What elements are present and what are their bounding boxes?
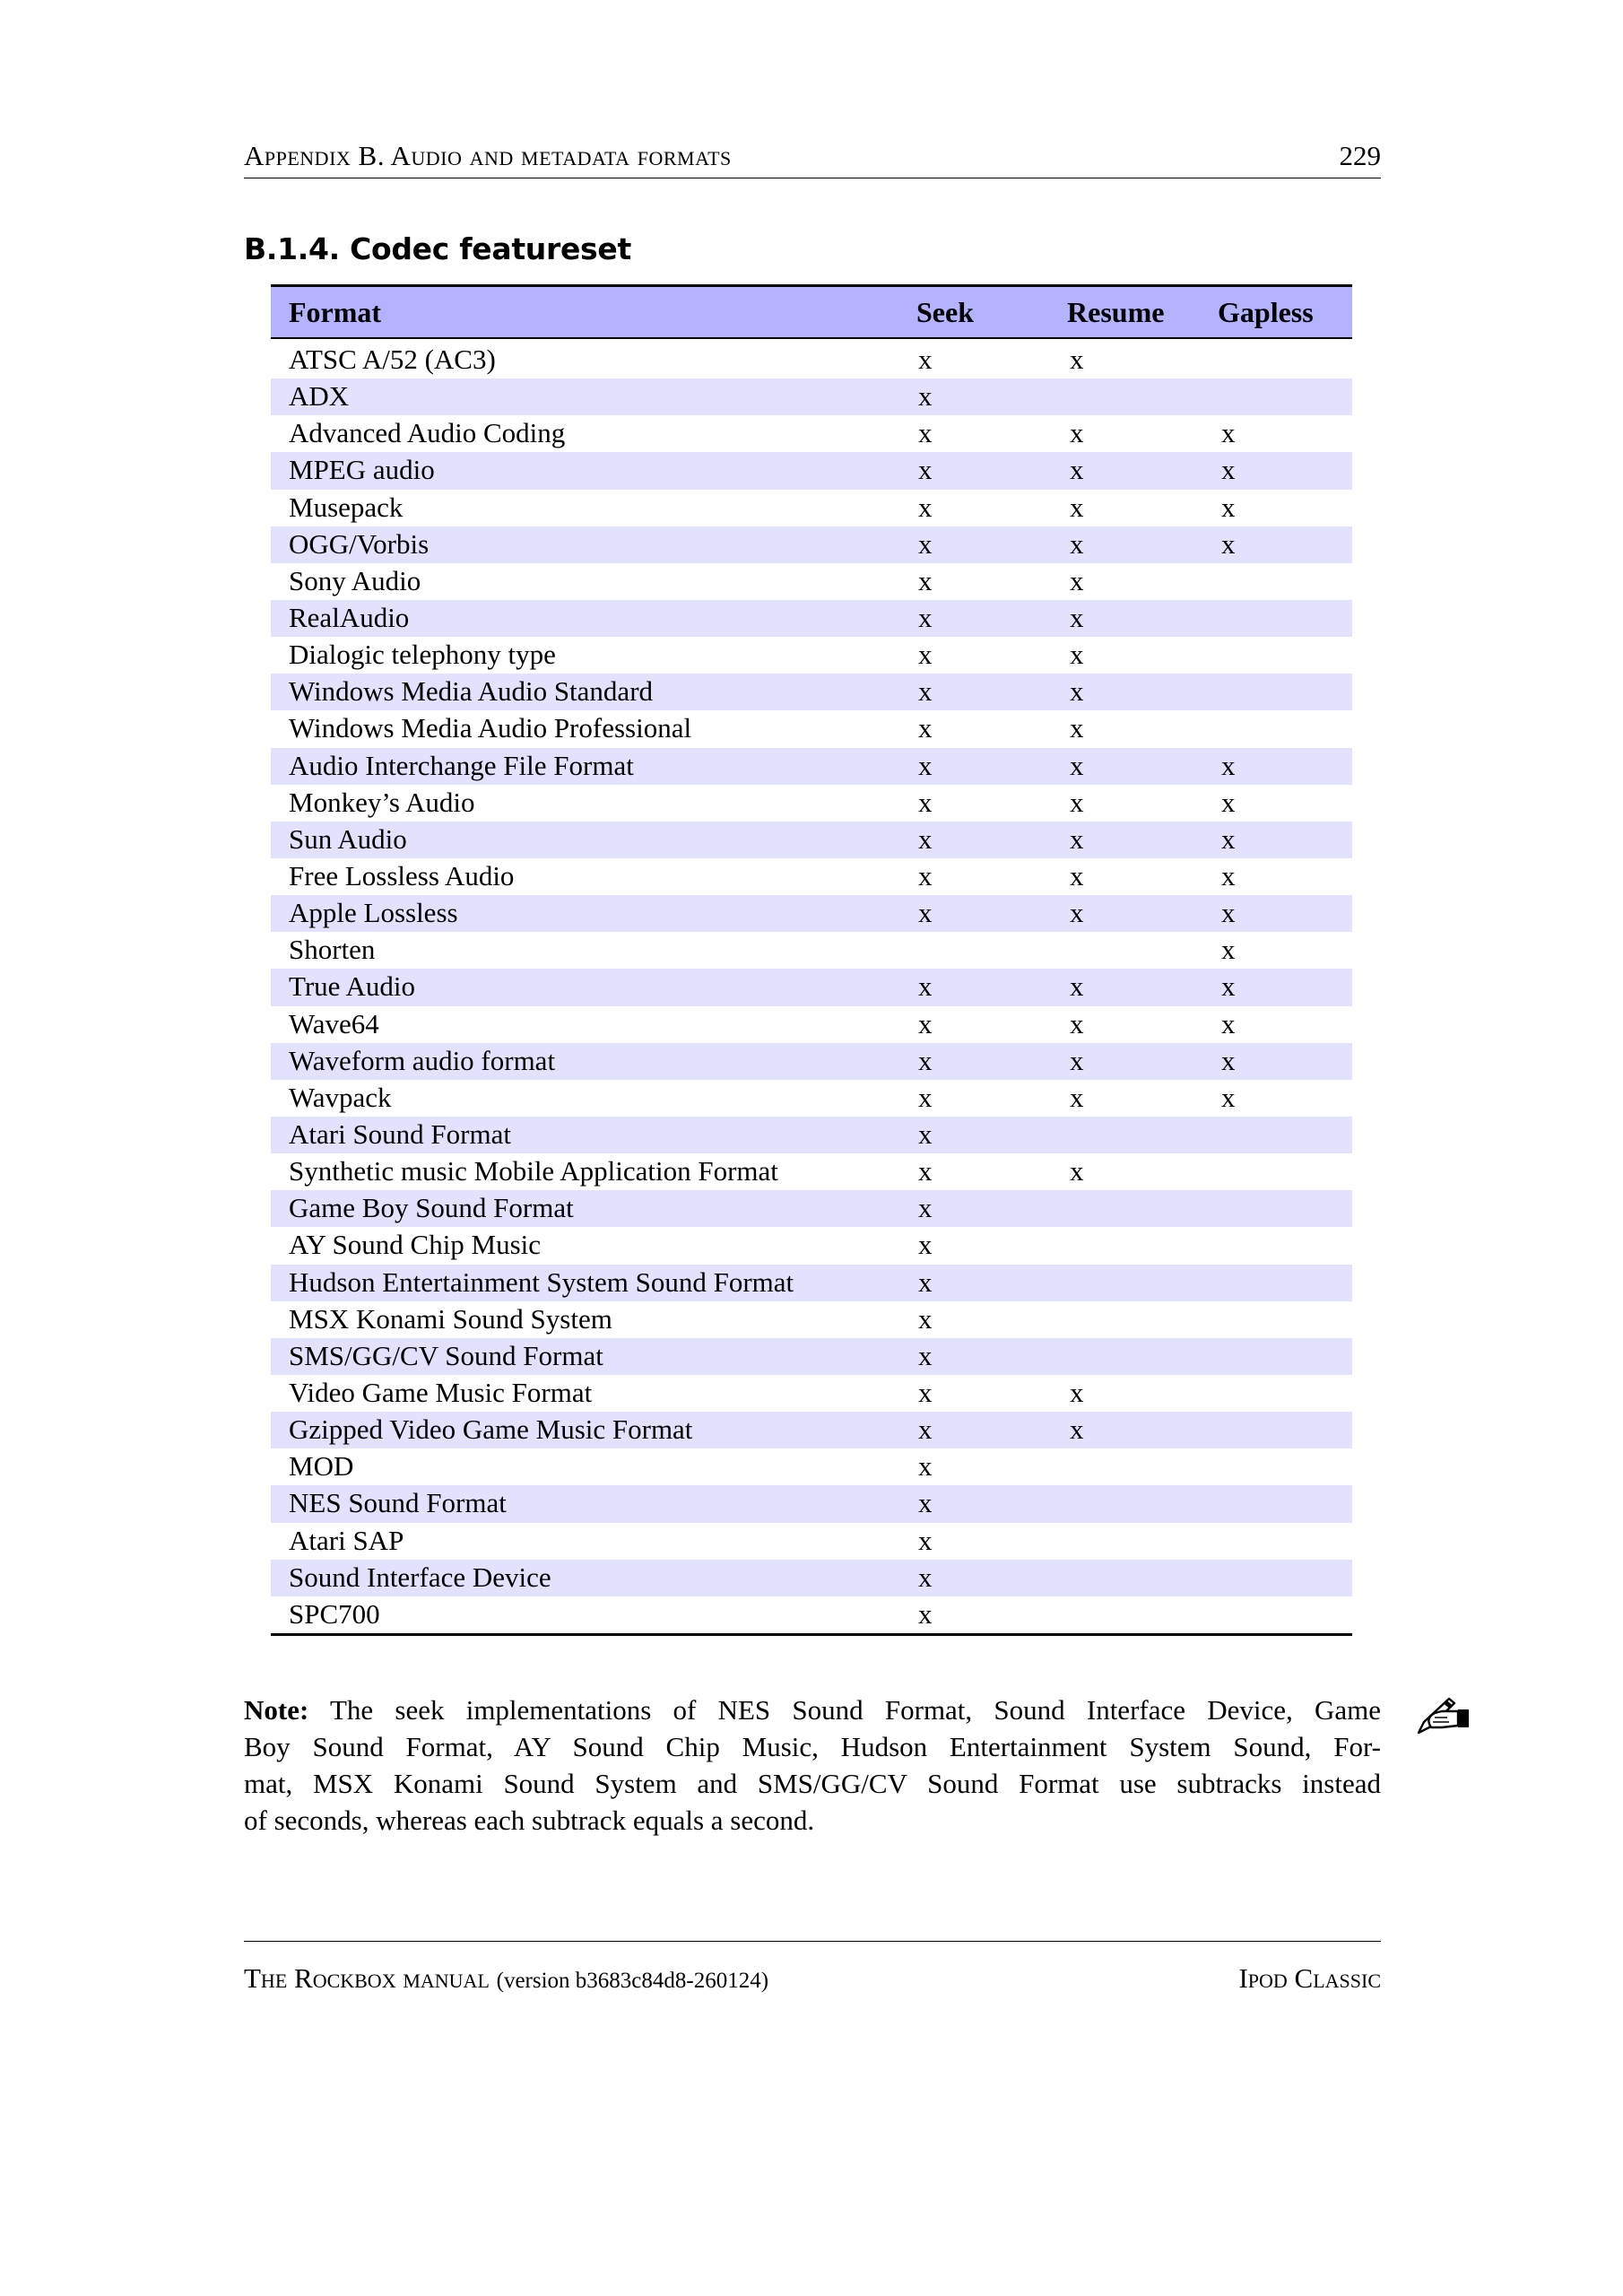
- format-cell: AY Sound Chip Music: [289, 1229, 542, 1261]
- gapless-cell: x: [1221, 527, 1236, 560]
- format-cell: Free Lossless Audio: [289, 859, 515, 891]
- table-row: [271, 710, 1352, 747]
- format-cell: Dialogic telephony type: [289, 639, 556, 671]
- table-row: [271, 858, 1352, 895]
- gapless-cell: x: [1221, 749, 1236, 781]
- table-body: [271, 342, 1352, 1633]
- format-cell: Apple Lossless: [289, 897, 458, 929]
- format-cell: ADX: [289, 380, 350, 413]
- table-row: [271, 969, 1352, 1005]
- gapless-cell: x: [1221, 934, 1236, 966]
- running-footer: [244, 1959, 1381, 1995]
- resume-cell: x: [1070, 1376, 1084, 1408]
- format-cell: Sound Interface Device: [289, 1561, 551, 1593]
- resume-cell: x: [1070, 1155, 1084, 1187]
- table-row: [271, 1153, 1352, 1190]
- resume-cell: x: [1070, 639, 1084, 671]
- format-cell: True Audio: [289, 970, 415, 1003]
- footer-rule: [244, 1941, 1381, 1942]
- table-row: [271, 1375, 1352, 1412]
- table-row: [271, 822, 1352, 858]
- format-cell: MPEG audio: [289, 454, 435, 486]
- seek-cell: x: [918, 527, 933, 560]
- seek-cell: x: [918, 1044, 933, 1076]
- note-line: of seconds, whereas each subtrack equals a second.: [244, 1805, 815, 1836]
- format-cell: Waveform audio format: [289, 1044, 556, 1076]
- table-row: [271, 1485, 1352, 1522]
- format-cell: Sony Audio: [289, 564, 421, 596]
- seek-cell: x: [918, 822, 933, 855]
- seek-cell: x: [918, 1229, 933, 1261]
- format-cell: OGG/Vorbis: [289, 527, 430, 560]
- resume-cell: x: [1070, 970, 1084, 1003]
- gapless-cell: x: [1221, 454, 1236, 486]
- table-bottom-rule: [271, 1633, 1352, 1636]
- resume-cell: x: [1070, 1007, 1084, 1039]
- format-cell: Audio Interchange File Format: [289, 749, 634, 781]
- table-row: [271, 748, 1352, 785]
- seek-cell: x: [918, 1302, 933, 1335]
- seek-cell: x: [918, 1192, 933, 1224]
- page-number: 229: [1339, 140, 1381, 171]
- table-row: [271, 1448, 1352, 1485]
- gapless-cell: x: [1221, 1044, 1236, 1076]
- format-cell: Shorten: [289, 934, 376, 966]
- version-string: (version b3683c84d8-260124): [496, 1969, 769, 1993]
- format-cell: MSX Konami Sound System: [289, 1302, 612, 1335]
- seek-cell: x: [918, 1155, 933, 1187]
- seek-cell: x: [918, 1597, 933, 1630]
- format-cell: Windows Media Audio Professional: [289, 712, 692, 744]
- note-paragraph: [244, 1692, 1381, 1839]
- table-row: [271, 1006, 1352, 1043]
- table-row: [271, 1265, 1352, 1301]
- gapless-cell: x: [1221, 491, 1236, 523]
- seek-cell: x: [918, 1081, 933, 1113]
- seek-cell: x: [918, 1487, 933, 1519]
- seek-cell: x: [918, 786, 933, 818]
- table-row: [271, 600, 1352, 637]
- resume-cell: x: [1070, 1044, 1084, 1076]
- resume-cell: x: [1070, 859, 1084, 891]
- table-row: [271, 526, 1352, 563]
- table-row: [271, 563, 1352, 600]
- seek-cell: x: [918, 1118, 933, 1150]
- seek-cell: x: [918, 1413, 933, 1446]
- format-cell: Atari Sound Format: [289, 1118, 511, 1150]
- note-text: The seek implementations of NES Sound Format, Sound Interface Device, Game: [308, 1694, 1381, 1726]
- format-cell: Wavpack: [289, 1081, 392, 1113]
- table-header-row: [271, 287, 1352, 337]
- manual-title: [244, 1962, 768, 1995]
- table-row: [271, 378, 1352, 415]
- table-row: [271, 674, 1352, 710]
- resume-cell: x: [1070, 601, 1084, 633]
- codec-featureset-table: [271, 284, 1352, 1636]
- format-cell: Monkey’s Audio: [289, 786, 475, 818]
- seek-cell: x: [918, 417, 933, 449]
- format-cell: Atari SAP: [289, 1524, 404, 1556]
- table-row: [271, 932, 1352, 969]
- seek-cell: x: [918, 897, 933, 929]
- table-row: [271, 1117, 1352, 1153]
- table-row: [271, 342, 1352, 378]
- table-row: [271, 1338, 1352, 1375]
- gapless-cell: x: [1221, 1081, 1236, 1113]
- column-header-seek: Seek: [916, 296, 974, 328]
- format-cell: ATSC A/52 (AC3): [289, 344, 496, 375]
- resume-cell: x: [1070, 897, 1084, 929]
- format-cell: Sun Audio: [289, 822, 407, 855]
- table-header-rule: [271, 337, 1352, 339]
- gapless-cell: x: [1221, 822, 1236, 855]
- gapless-cell: x: [1221, 970, 1236, 1003]
- seek-cell: x: [918, 970, 933, 1003]
- format-cell: Wave64: [289, 1007, 379, 1039]
- gapless-cell: x: [1221, 417, 1236, 449]
- note-label: Note:: [244, 1694, 309, 1726]
- seek-cell: x: [918, 1265, 933, 1298]
- format-cell: Hudson Entertainment System Sound Format: [289, 1265, 794, 1298]
- seek-cell: x: [918, 859, 933, 891]
- seek-cell: x: [918, 380, 933, 413]
- format-cell: Musepack: [289, 491, 404, 523]
- format-cell: SPC700: [289, 1597, 380, 1630]
- seek-cell: x: [918, 749, 933, 781]
- seek-cell: x: [918, 1450, 933, 1483]
- table-row: [271, 785, 1352, 822]
- seek-cell: x: [918, 675, 933, 708]
- note-line: Boy Sound Format, AY Sound Chip Music, Hudson Entertainment System Sound, For-: [244, 1731, 1381, 1762]
- table-row: [271, 1560, 1352, 1596]
- gapless-cell: x: [1221, 1007, 1236, 1039]
- format-cell: Advanced Audio Coding: [289, 417, 566, 449]
- format-cell: Game Boy Sound Format: [289, 1192, 574, 1224]
- resume-cell: x: [1070, 344, 1084, 375]
- format-cell: SMS/GG/CV Sound Format: [289, 1339, 603, 1371]
- seek-cell: x: [918, 454, 933, 486]
- resume-cell: x: [1070, 454, 1084, 486]
- resume-cell: x: [1070, 1413, 1084, 1446]
- seek-cell: x: [918, 1376, 933, 1408]
- seek-cell: x: [918, 639, 933, 671]
- table-row: [271, 452, 1352, 489]
- table-row: [271, 415, 1352, 452]
- resume-cell: x: [1070, 527, 1084, 560]
- table-row: [271, 1190, 1352, 1227]
- table-row: [271, 637, 1352, 674]
- table-row: [271, 1043, 1352, 1080]
- seek-cell: x: [918, 564, 933, 596]
- resume-cell: x: [1070, 712, 1084, 744]
- table-row: [271, 1523, 1352, 1560]
- chapter-title: Appendix B. Audio and metadata formats: [244, 140, 732, 171]
- section-title: B.1.4. Codec featureset: [244, 231, 631, 266]
- note-line: mat, MSX Konami Sound System and SMS/GG/CV Sound Format use subtracks instead: [244, 1768, 1381, 1799]
- format-cell: RealAudio: [289, 601, 410, 633]
- seek-cell: x: [918, 601, 933, 633]
- column-header-format: Format: [289, 296, 382, 328]
- writing-hand-icon: [1415, 1695, 1472, 1735]
- gapless-cell: x: [1221, 897, 1236, 929]
- format-cell: Gzipped Video Game Music Format: [289, 1413, 693, 1446]
- format-cell: Windows Media Audio Standard: [289, 675, 654, 708]
- seek-cell: x: [918, 1561, 933, 1593]
- note-line: [244, 1692, 1381, 1728]
- device-name: Ipod Classic: [1238, 1962, 1381, 1994]
- seek-cell: x: [918, 1339, 933, 1371]
- resume-cell: x: [1070, 822, 1084, 855]
- table-row: [271, 1080, 1352, 1117]
- seek-cell: x: [918, 1007, 933, 1039]
- format-cell: Synthetic music Mobile Application Format: [289, 1155, 778, 1187]
- table-row: [271, 1227, 1352, 1264]
- gapless-cell: x: [1221, 859, 1236, 891]
- table-row: [271, 490, 1352, 526]
- resume-cell: x: [1070, 1081, 1084, 1113]
- format-cell: Video Game Music Format: [289, 1376, 593, 1408]
- resume-cell: x: [1070, 491, 1084, 523]
- format-cell: MOD: [289, 1450, 354, 1483]
- format-cell: NES Sound Format: [289, 1487, 507, 1519]
- resume-cell: x: [1070, 417, 1084, 449]
- table-row: [271, 1412, 1352, 1448]
- seek-cell: x: [918, 344, 933, 375]
- seek-cell: x: [918, 712, 933, 744]
- resume-cell: x: [1070, 564, 1084, 596]
- table-row: [271, 895, 1352, 932]
- gapless-cell: x: [1221, 786, 1236, 818]
- column-header-resume: Resume: [1067, 296, 1165, 328]
- table-row: [271, 1596, 1352, 1633]
- resume-cell: x: [1070, 675, 1084, 708]
- column-header-gapless: Gapless: [1218, 296, 1314, 328]
- resume-cell: x: [1070, 749, 1084, 781]
- seek-cell: x: [918, 491, 933, 523]
- resume-cell: x: [1070, 786, 1084, 818]
- manual-name: The Rockbox manual: [244, 1962, 490, 1994]
- seek-cell: x: [918, 1524, 933, 1556]
- table-row: [271, 1301, 1352, 1338]
- running-header: [244, 136, 1381, 172]
